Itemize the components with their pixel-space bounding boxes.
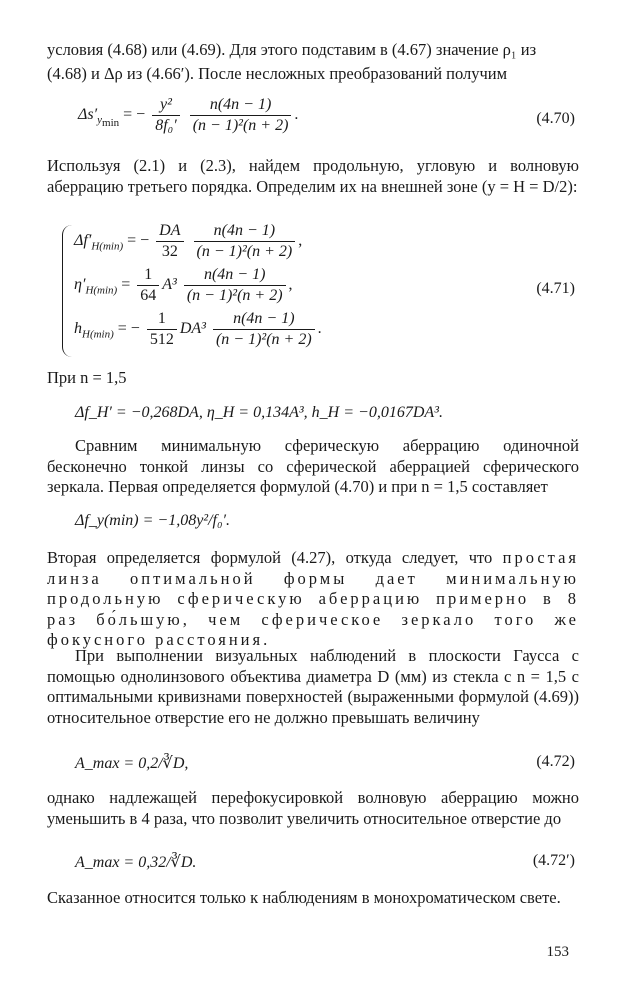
equation-number-4-72-prime: (4.72′) [532, 852, 575, 869]
eq470-fraction-1: $\frac{\text{y²}}{\text{8f₀′}}$ [152, 96, 180, 135]
page-number: 153 [546, 944, 569, 960]
eq471-row-3: $h_{H(min)}$ = − $\frac{1}{512}$ DA³ $\frac{n(4n - 1)}{\text{(n − 1)²(n + 2)}}$ . [74, 310, 322, 348]
paragraph-visual: При выполнении визуальных наблюдений в плоскости Гаусса с помощью однолинзового объектива диаметра D (мм) из стекла с n = 1,5 с оптимальными кривизнами поверхностей (выраженными формулой (4.69)) относительное отверстие его не должно превышать величину [47, 646, 579, 727]
equation-min: Δf_y(min) = −1,08y²/f₀′. [75, 512, 231, 529]
at-n-line: При n = 1,5 [47, 368, 127, 387]
equation-number-4-70: (4.70) [536, 110, 575, 127]
equation-number-4-71: (4.71) [536, 280, 575, 297]
intro-line-2: (4.68) и Δρ из (4.66′). После несложных преобразований получим [47, 64, 508, 83]
eq470-lhs: Δs′ [78, 106, 98, 124]
left-brace [62, 225, 73, 357]
equation-4-70: $\Delta s'_{y_{min}}$ = − $\frac{\text{y²}}{\text{8f₀′}}$ $\frac{n(4n - 1)}{\text{(n − 1)²(n + 2)}}$ . [78, 96, 299, 134]
paragraph-second: Вторая определяется формулой (4.27), откуда следует, что простая линза оптимальной формы дает минимальную продольную сферическую аберрацию примерно в 8 раз бо́льшую, чем сферическое зеркало того же фокусного расстояния. [47, 548, 579, 650]
equation-number-4-72: (4.72) [536, 753, 575, 770]
paragraph-final: Сказанное относится только к наблюдениям в монохроматическом свете. [47, 888, 561, 907]
equation-4-72: A_max = 0,2/∛D, [75, 755, 189, 772]
eq470-fraction-2: $\frac{n(4n - 1)}{\text{(n − 1)²(n + 2)}}$ [190, 96, 292, 135]
eq471-row-1: $\Delta f'_{H(min)}$ = − $\frac{DA}{32}$ $\frac{n(4n - 1)}{\text{(n − 1)²(n + 2)}}$ , [74, 222, 303, 260]
equation-values: Δf_H′ = −0,268DA, η_H = 0,134A³, h_H = −0,0167DA³. [75, 404, 443, 421]
paragraph-refocus: однако надлежащей перефокусировкой волновую аберрацию можно уменьшить в 4 раза, что позволит увеличить относительное отверстие до [47, 788, 579, 828]
equation-4-72-prime: A_max = 0,32/∛D. [75, 854, 197, 871]
intro-line-1: условия (4.68) или (4.69). Для этого подставим в (4.67) значение ρ₁ из [47, 40, 537, 59]
paragraph-third-order: Используя (2.1) и (2.3), найдем продольную, угловую и волновую аберрацию третьего порядка. Определим их на внешней зоне (y = H = D/2): [47, 156, 579, 196]
eq471-row-2: $\eta'_{H(min)}$ = $\frac{1}{64}$ A³ $\frac{n(4n - 1)}{\text{(n − 1)²(n + 2)}}$ , [74, 266, 293, 304]
paragraph-compare: Сравним минимальную сферическую аберрацию одиночной бесконечно тонкой линзы со сферической аберрацией сферического зеркала. Первая определяется формулой (4.70) и при n = 1,5 составляет [47, 436, 579, 497]
